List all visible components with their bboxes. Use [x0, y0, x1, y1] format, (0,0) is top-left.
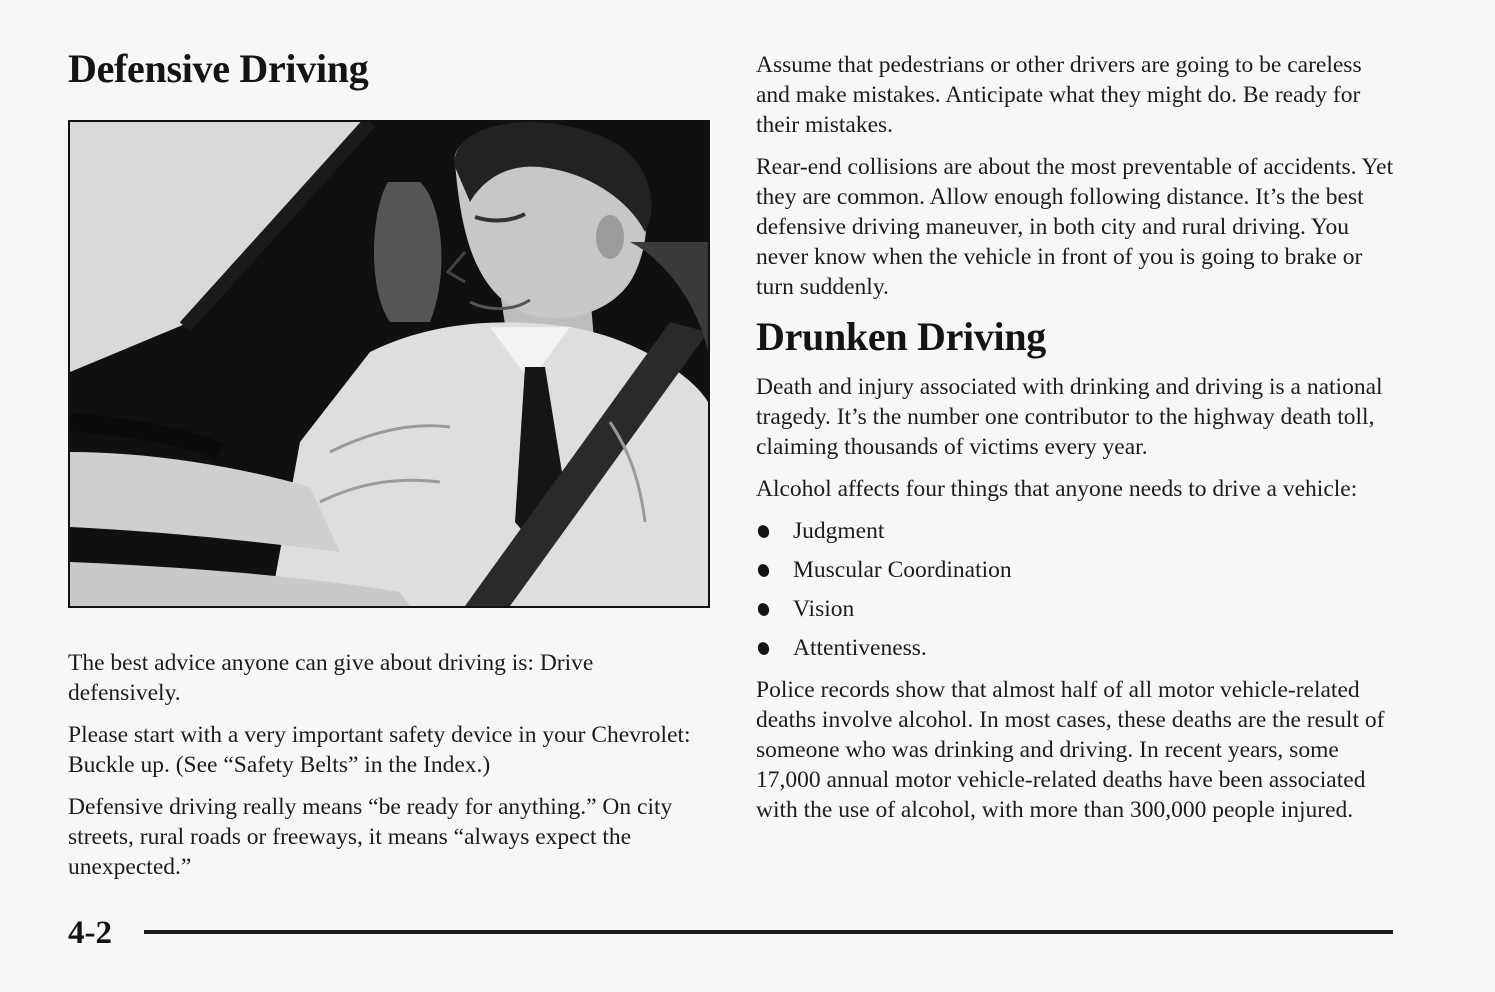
- driver-illustration: [68, 120, 710, 608]
- alcohol-effects-list: [756, 516, 1396, 663]
- list-item-label: Judgment: [793, 518, 885, 544]
- right-paragraph-1: Death and injury associated with drinking and driving is a national tragedy. It’s the number one contributor to the highway death toll, claiming thousands of victims every year.: [756, 374, 1383, 460]
- bullet-icon: [756, 640, 771, 656]
- section-title-drunken-driving: Drunken Driving: [756, 314, 1046, 359]
- list-item: [756, 555, 1396, 585]
- driver-illustration-drawing: [70, 122, 708, 606]
- list-item: [756, 516, 1396, 546]
- list-item: [756, 633, 1396, 663]
- right-column: [756, 50, 1396, 837]
- footer-rule: [144, 930, 1393, 934]
- page-number: 4-2: [68, 915, 112, 951]
- section-title-defensive-driving: Defensive Driving: [68, 46, 369, 91]
- right-paragraph-2: Alcohol affects four things that anyone needs to drive a vehicle:: [756, 476, 1358, 502]
- list-item: [756, 594, 1396, 624]
- left-paragraph-3: Defensive driving really means “be ready for anything.” On city streets, rural roads or freeways, it means “always expect the unexpected.”: [68, 794, 673, 880]
- list-item-label: Vision: [793, 596, 855, 622]
- page-footer: [68, 913, 1393, 953]
- right-closing-paragraph: Police records show that almost half of all motor vehicle-related deaths involve alcohol. In most cases, these deaths are the result of someone who was drinking and driving. In recent years, some 17,000 annual motor vehicle-related deaths have been associated with the use of alcohol, with more than 300,000 people injured.: [756, 677, 1385, 823]
- list-item-label: Attentiveness.: [793, 635, 927, 661]
- right-intro-paragraph-1: Assume that pedestrians or other drivers are going to be careless and make mistakes. Anticipate what they might do. Be ready for their mistakes.: [756, 52, 1362, 138]
- right-intro-paragraph-2: Rear-end collisions are about the most preventable of accidents. Yet they are common. Allow enough following distance. It’s the best defensive driving maneuver, in both city and rural driving. You never know when the vehicle in front of you is going to brake or turn suddenly.: [756, 154, 1394, 300]
- bullet-icon: [756, 523, 771, 539]
- left-column: [68, 46, 708, 894]
- list-item-label: Muscular Coordination: [793, 557, 1012, 583]
- left-paragraph-1: The best advice anyone can give about driving is: Drive defensively.: [68, 650, 594, 706]
- bullet-icon: [756, 562, 771, 578]
- left-paragraph-2: Please start with a very important safety device in your Chevrolet: Buckle up. (See “Safety Belts” in the Index.): [68, 722, 691, 778]
- bullet-icon: [756, 601, 771, 617]
